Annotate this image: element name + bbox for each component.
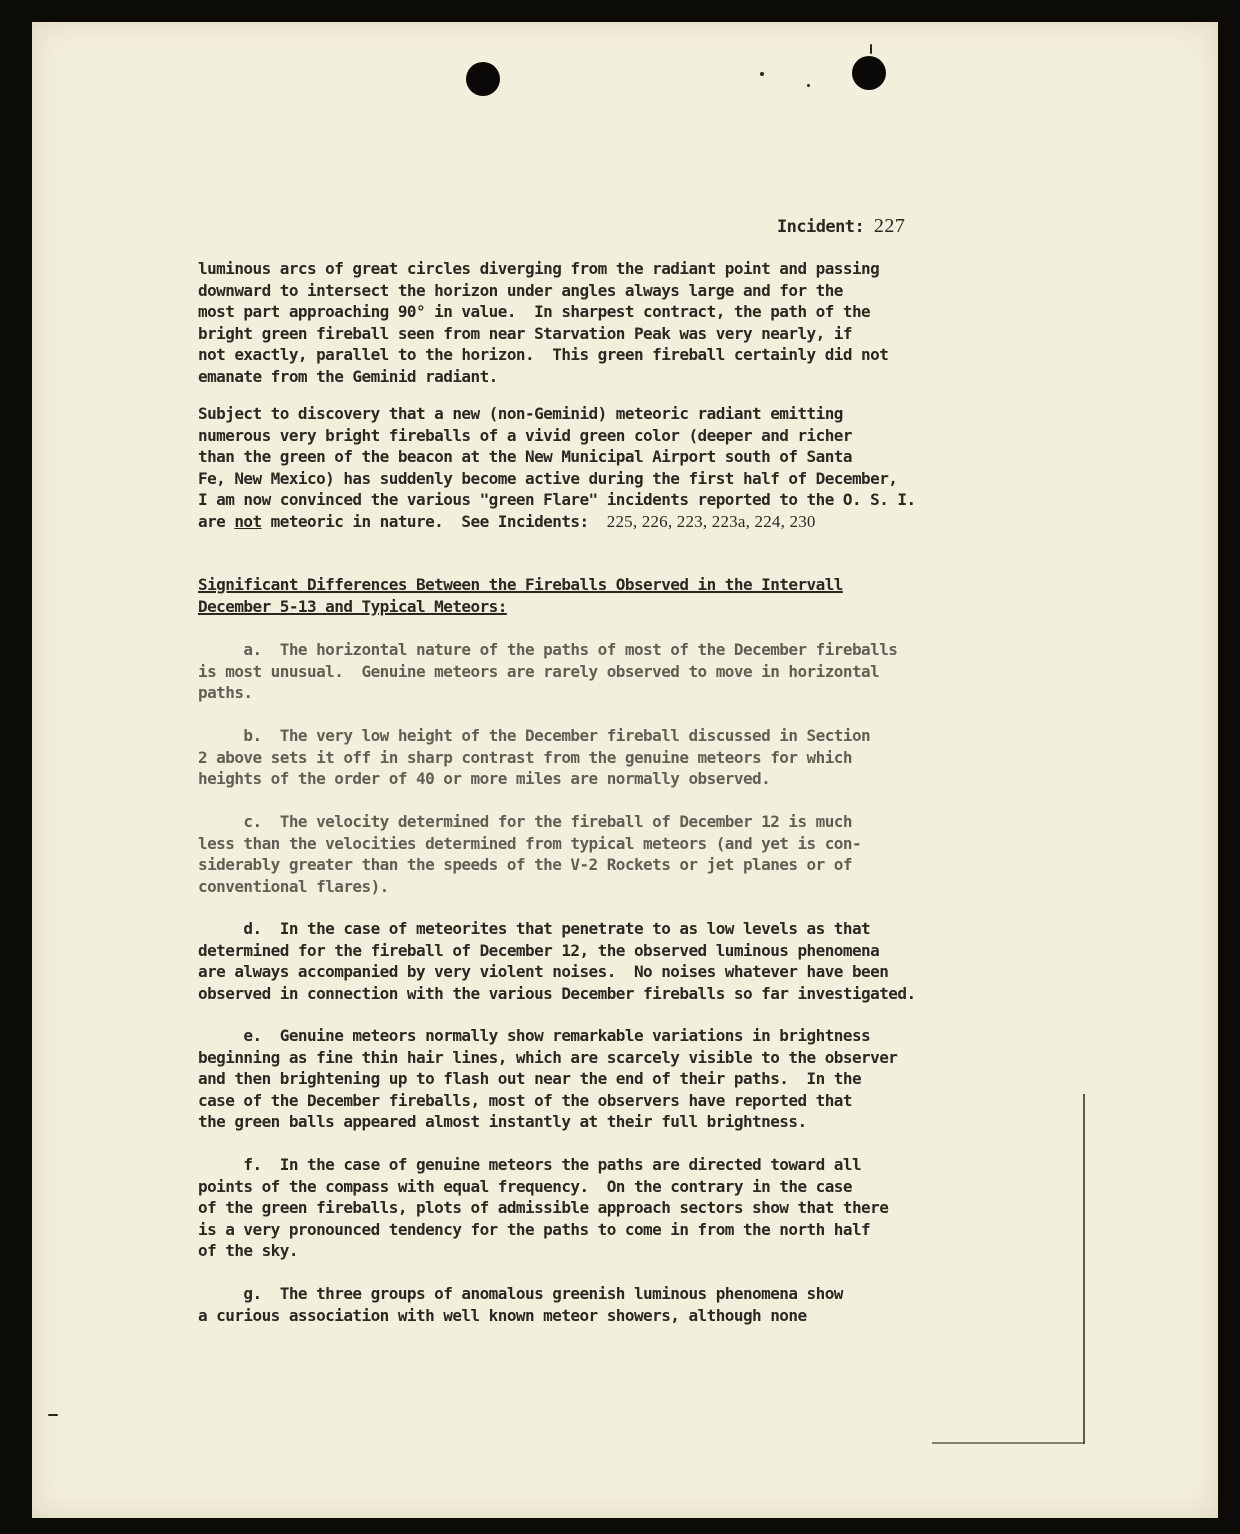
paper-speck bbox=[760, 72, 764, 76]
item-g: g. The three groups of anomalous greenish luminous phenomena show a curious association with well known meteor showers, although none bbox=[198, 1284, 843, 1325]
incident-header bbox=[777, 216, 905, 239]
item-f: f. In the case of genuine meteors the paths are directed toward all points of the compass with equal frequency. On the contrary in the case of the green fireballs, plots of admissible approach sectors show that there is a very pronounced tendency for the paths to come in from the north half of the sky. bbox=[198, 1155, 889, 1261]
paper-mark bbox=[870, 44, 872, 54]
paragraph-conclusion bbox=[198, 403, 916, 533]
paragraph-geminid-radiant: luminous arcs of great circles diverging from the radiant point and passing downward to intersect the horizon under angles always large and for the most part approaching 90° in value. In sharpest contract, the path of the bright green fireball seen from near Starvation Peak was very nearly, if not exactly, parallel to the horizon. This green fireball certainly did not emanate from the Geminid radiant. bbox=[198, 259, 889, 386]
punch-hole-right bbox=[852, 56, 886, 90]
item-c: c. The velocity determined for the fireball of December 12 is much less than the velocities determined from typical meteors (and yet is con- siderably greater than the speeds of the V-2 Rockets or jet planes or of conventional flares). bbox=[198, 812, 862, 896]
section-heading-text: Significant Differences Between the Fireballs Observed in the Intervall December 5-13 and Typical Meteors: bbox=[198, 575, 843, 616]
section-heading bbox=[198, 574, 843, 617]
margin-bracket-line bbox=[1083, 1094, 1085, 1444]
paper-mark bbox=[48, 1414, 58, 1416]
item-e: e. Genuine meteors normally show remarkable variations in brightness beginning as fine thin hair lines, which are scarcely visible to the observer and then brightening up to flash out near the end of their paths. In the case of the December fireballs, most of the observers have reported that the green balls appeared almost instantly at their full brightness. bbox=[198, 1026, 898, 1132]
conclusion-text: Subject to discovery that a new (non-Geminid) meteoric radiant emitting numerous very bright fireballs of a vivid green color (deeper and richer than the green of the beacon at the New Municipal Airport south of Santa Fe, New Mexico) has suddenly become active during the first half of December, I am now convinced the various "green Flare" incidents reported to the O. S. I. are bbox=[198, 404, 916, 531]
incident-number: 227 bbox=[873, 215, 906, 237]
emphasis-not: not bbox=[234, 511, 262, 531]
item-d: d. In the case of meteorites that penetrate to as low levels as that determined for the fireball of December 12, the observed luminous phenomena are always accompanied by very violent noises. No noises whatever have been observed in connection with the various December fireballs so far investigated. bbox=[198, 919, 916, 1003]
punch-hole-left bbox=[466, 62, 500, 96]
document-page bbox=[32, 22, 1218, 1518]
margin-bracket-bottom bbox=[932, 1442, 1085, 1444]
paper-speck bbox=[807, 84, 810, 87]
incident-label: Incident: bbox=[777, 217, 865, 237]
incident-references: 225, 226, 223, 223a, 224, 230 bbox=[606, 511, 816, 531]
conclusion-text-mid: meteoric in nature. See Incidents: bbox=[261, 511, 607, 531]
item-b: b. The very low height of the December fireball discussed in Section 2 above sets it off in sharp contrast from the genuine meteors for which heights of the order of 40 or more miles are normally observed. bbox=[198, 726, 871, 789]
item-a: a. The horizontal nature of the paths of most of the December fireballs is most unusual. Genuine meteors are rarely observed to move in horizontal paths. bbox=[198, 640, 898, 703]
